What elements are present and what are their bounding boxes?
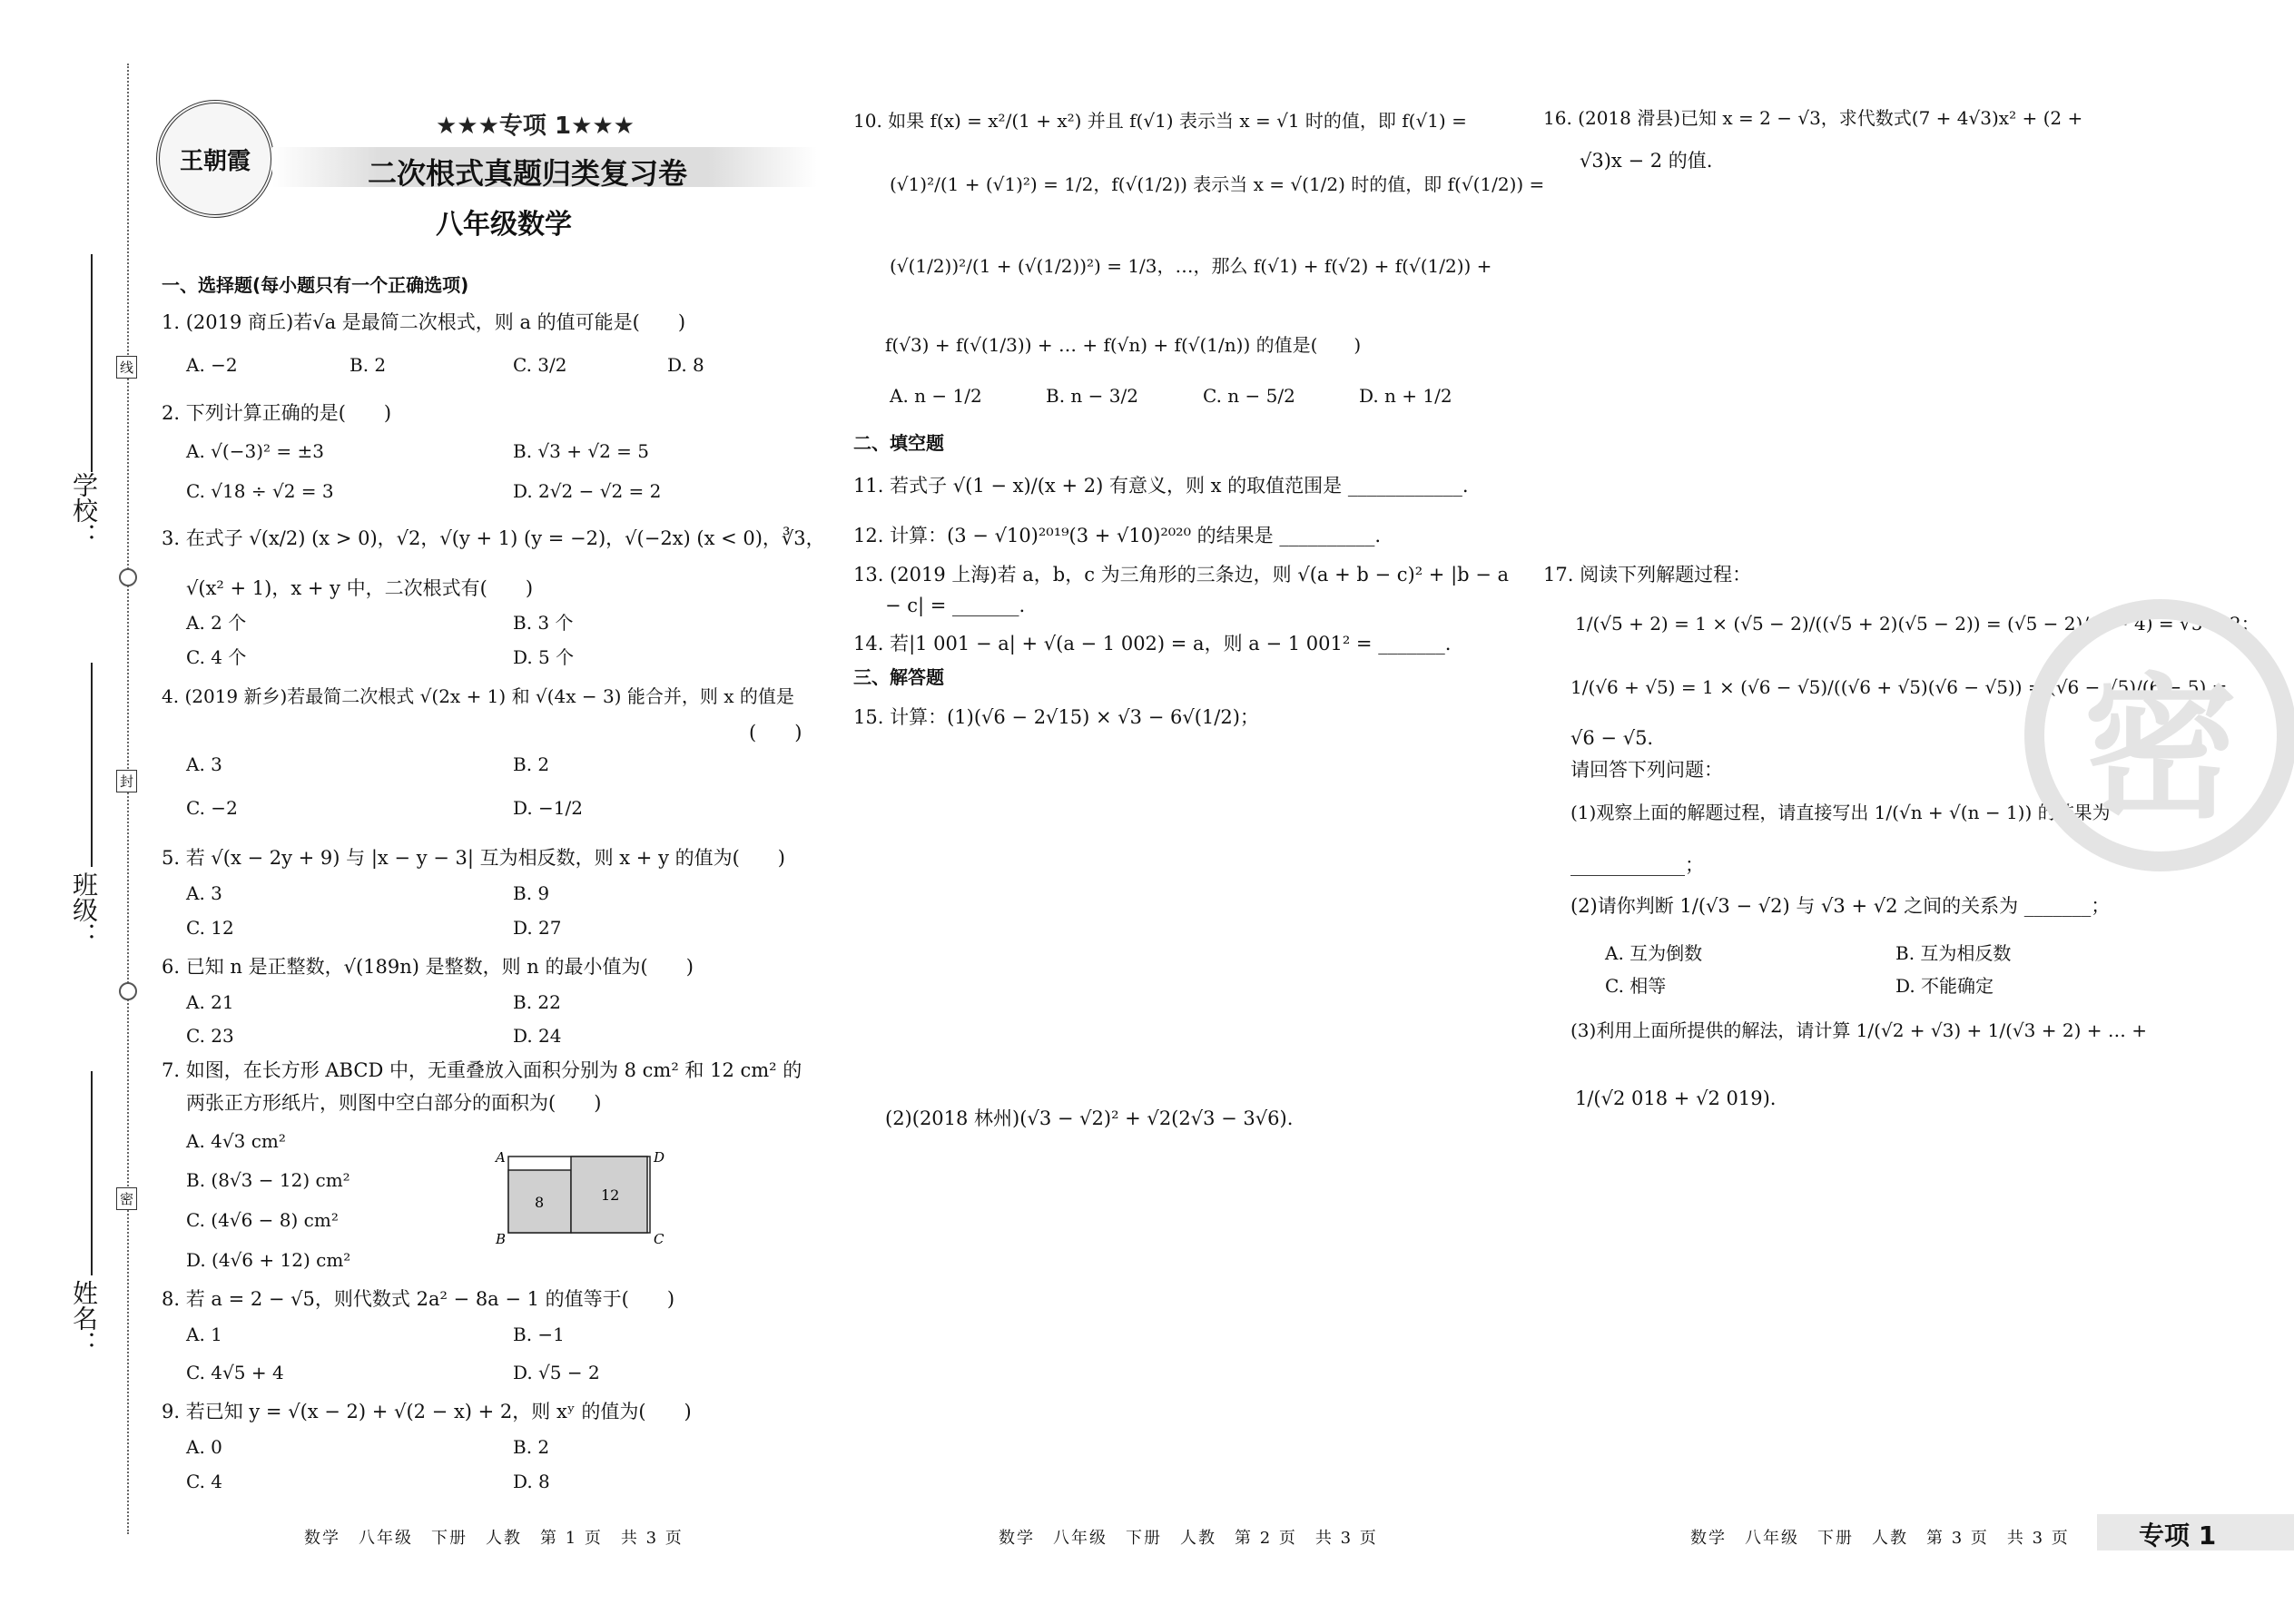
footer-page-3: 数学 八年级 下册 人教 第 3 页 共 3 页 [1690,1529,2070,1548]
question-16-line-2: √3)x − 2 的值. [1580,150,1713,172]
question-12: 12. 计算：(3 − √10)²⁰¹⁹(3 + √10)²⁰²⁰ 的结果是 __________. [853,525,1382,546]
question-10-line-3: (√(1/2))²/(1 + (√(1/2))²) = 1/3，…，那么 f(√1) + f(√2) + f(√(1/2)) + [890,255,1492,277]
class-label: 班级： [69,871,99,948]
q6-option-b: B. 22 [513,991,561,1013]
section-answer: 三、解答题 [853,666,944,688]
question-3-line-1: 3. 在式子 √(x/2) (x > 0)，√2，√(y + 1) (y = −2)，√(−2x) (x < 0)，∛3， [162,527,825,549]
footer-badge: 专项 1 [2139,1521,2217,1550]
binding-tag-line: 线 [116,356,137,379]
q1-option-b: B. 2 [350,354,387,376]
binding-tag-secret: 密 [116,1187,137,1210]
binding-hole-icon [119,982,137,1000]
question-13-line-2: − c| = _______. [885,595,1026,616]
name-label: 姓名： [69,1280,99,1356]
q9-option-d: D. 8 [513,1471,550,1492]
q10-option-b: B. n − 3/2 [1046,385,1138,407]
q4-option-d: D. −1/2 [513,797,583,819]
q5-option-c: C. 12 [186,917,234,939]
q8-option-c: C. 4√5 + 4 [186,1362,284,1383]
q6-option-c: C. 23 [186,1025,234,1047]
q17-part-2: (2)请你判断 1/(√3 − √2) 与 √3 + √2 之间的关系为 _______； [1570,895,2111,917]
fig-label-a: A [496,1149,506,1166]
q4-option-b: B. 2 [513,753,550,775]
question-14: 14. 若|1 001 − a| + √(a − 1 002) = a，则 a − 1 001² = _______. [853,633,1452,655]
class-field-line[interactable] [91,663,93,867]
q1-option-a: A. −2 [186,354,238,376]
q3-option-d: D. 5 个 [513,646,575,668]
q17-part-1-blank[interactable]: ____________； [1570,854,1704,876]
q10-option-a: A. n − 1/2 [890,385,982,407]
q8-option-a: A. 1 [186,1324,222,1345]
question-17: 17. 阅读下列解题过程： [1543,564,1752,586]
q17-option-b: B. 互为相反数 [1895,942,2012,964]
q17-part-3-tail: 1/(√2 018 + √2 019). [1575,1088,1777,1109]
question-9: 9. 若已知 y = √(x − 2) + √(2 − x) + 2，则 xʸ 的值为( ) [162,1401,692,1422]
fig-big-area: 12 [601,1186,620,1204]
binding-dotted-line [127,64,129,1534]
q17-option-a: A. 互为倒数 [1605,942,1703,964]
fig-label-d: D [654,1149,665,1166]
question-4-line-1: 4. (2019 新乡)若最简二次根式 √(2x + 1) 和 √(4x − 3) 能合并，则 x 的值是 [162,685,794,707]
question-2: 2. 下列计算正确的是( ) [162,402,392,424]
q5-option-a: A. 3 [186,882,222,904]
secret-seal-watermark [2024,599,2294,871]
question-8: 8. 若 a = 2 − √5，则代数式 2a² − 8a − 1 的值等于( ) [162,1288,675,1310]
q17-part-1: (1)观察上面的解题过程，请直接写出 1/(√n + √(n − 1)) 的结果为 [1570,802,2111,823]
brand-text: 王朝霞 [179,147,251,175]
question-15-part-2: (2)(2018 林州)(√3 − √2)² + √2(2√3 − 3√6). [885,1107,1294,1129]
q9-option-c: C. 4 [186,1471,223,1492]
seal-char: 密 [2082,659,2238,840]
question-10-line-2: (√1)²/(1 + (√1)²) = 1/2，f(√(1/2)) 表示当 x = √(1/2) 时的值，即 f(√(1/2)) = [890,173,1545,195]
q17-part-3: (3)利用上面所提供的解法，请计算 1/(√2 + √3) + 1/(√3 + 2) + … + [1570,1019,2147,1041]
q6-option-d: D. 24 [513,1025,562,1047]
q10-option-c: C. n − 5/2 [1203,385,1295,407]
question-3-line-2: √(x² + 1)，x + y 中，二次根式有( ) [186,577,534,599]
fig-small-area: 8 [535,1194,545,1211]
page-subtitle: 八年级数学 [436,209,572,241]
q8-option-d: D. √5 − 2 [513,1362,600,1383]
question-1: 1. (2019 商丘)若√a 是最简二次根式，则 a 的值可能是( ) [162,311,686,333]
question-10-line-1: 10. 如果 f(x) = x²/(1 + x²) 并且 f(√1) 表示当 x = √1 时的值，即 f(√1) = [853,110,1467,132]
binding-hole-icon [119,568,137,586]
q2-option-a: A. √(−3)² = ±3 [186,440,324,462]
q17-example-1: 1/(√5 + 2) = 1 × (√5 − 2)/((√5 + 2)(√5 − 2)) = (√5 − 2)/(5 − 4) = √5 − 2； [1575,613,2260,635]
q2-option-d: D. 2√2 − √2 = 2 [513,480,662,502]
q8-option-b: B. −1 [513,1324,565,1345]
q9-option-b: B. 2 [513,1436,550,1458]
q2-option-c: C. √18 ÷ √2 = 3 [186,480,334,502]
q4-option-c: C. −2 [186,797,238,819]
name-field-line[interactable] [91,1071,93,1275]
footer-page-2: 数学 八年级 下册 人教 第 2 页 共 3 页 [999,1529,1378,1548]
q1-option-c: C. 3/2 [513,354,567,376]
question-10-line-4: f(√3) + f(√(1/3)) + … + f(√n) + f(√(1/n)) 的值是( ) [885,334,1362,356]
binding-tag-seal: 封 [116,770,137,792]
page-title: 二次根式真题归类复习卷 [368,156,688,191]
question-16-line-1: 16. (2018 滑县)已知 x = 2 − √3，求代数式(7 + 4√3)x² + (2 + [1543,107,2083,129]
q5-option-d: D. 27 [513,917,562,939]
section-fill: 二、填空题 [853,432,944,454]
q7-rectangle-figure [490,1146,672,1245]
q3-option-a: A. 2 个 [186,612,247,634]
q17-example-2: 1/(√6 + √5) = 1 × (√6 − √5)/((√6 + √5)(√6 − √5)) = (√6 − √5)/(6 − 5) = [1570,676,2228,698]
question-4-line-2: ( ) [749,722,802,743]
school-label: 学校： [69,472,99,548]
question-15-part-1: 15. 计算：(1)(√6 − 2√15) × √3 − 6√(1/2)； [853,706,1259,728]
footer-page-1: 数学 八年级 下册 人教 第 1 页 共 3 页 [304,1529,684,1548]
q7-option-c: C. (4√6 − 8) cm² [186,1209,339,1231]
q6-option-a: A. 21 [186,991,234,1013]
question-6: 6. 已知 n 是正整数，√(189n) 是整数，则 n 的最小值为( ) [162,956,694,978]
q10-option-d: D. n + 1/2 [1359,385,1452,407]
q4-option-a: A. 3 [186,753,222,775]
q7-option-d: D. (4√6 + 12) cm² [186,1249,351,1271]
q17-example-3: √6 − √5. [1570,727,1654,749]
question-13-line-1: 13. (2019 上海)若 a，b，c 为三角形的三条边，则 √(a + b − c)² + |b − a [853,564,1510,586]
q17-ask: 请回答下列问题： [1570,759,1723,781]
q5-option-b: B. 9 [513,882,550,904]
question-11: 11. 若式子 √(1 − x)/(x + 2) 有意义，则 x 的取值范围是 ____________. [853,475,1469,497]
question-5: 5. 若 √(x − 2y + 9) 与 |x − y − 3| 互为相反数，则 x + y 的值为( ) [162,847,786,869]
school-field-line[interactable] [91,254,93,472]
brand-logo [156,100,274,218]
q17-option-d: D. 不能确定 [1895,975,1994,997]
q1-option-d: D. 8 [667,354,704,376]
q3-option-c: C. 4 个 [186,646,247,668]
question-7-line-1: 7. 如图，在长方形 ABCD 中，无重叠放入面积分别为 8 cm² 和 12 cm² 的 [162,1059,802,1081]
question-7-line-2: 两张正方形纸片，则图中空白部分的面积为( ) [186,1092,602,1114]
q3-option-b: B. 3 个 [513,612,574,634]
q7-option-a: A. 4√3 cm² [186,1130,286,1152]
q2-option-b: B. √3 + √2 = 5 [513,440,650,462]
fig-label-b: B [496,1231,507,1245]
series-label: ★★★专项 1★★★ [436,113,635,140]
q17-option-c: C. 相等 [1605,975,1667,997]
q9-option-a: A. 0 [186,1436,222,1458]
section-choice: 一、选择题(每小题只有一个正确选项) [162,274,469,296]
q7-option-b: B. (8√3 − 12) cm² [186,1169,350,1191]
fig-label-c: C [654,1231,665,1245]
